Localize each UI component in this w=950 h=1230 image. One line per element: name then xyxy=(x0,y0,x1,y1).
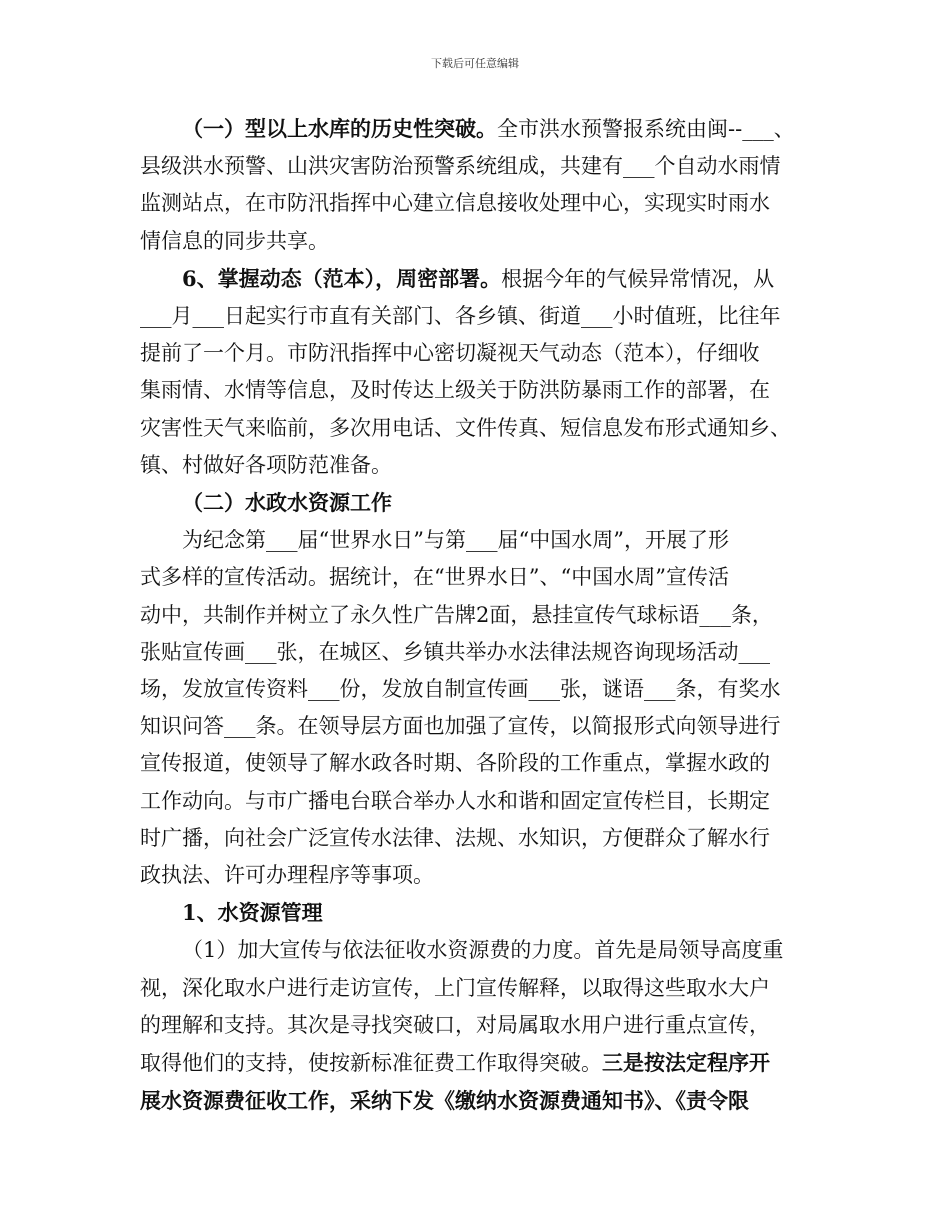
text-line xyxy=(140,634,825,671)
bold-text: （二）水政水资源工作 xyxy=(182,490,392,516)
text-line xyxy=(140,1044,825,1082)
text-line xyxy=(140,522,825,559)
bold-text: 展水资源费征收工作，采纳下发《缴纳水资源费通知书》、《责令限 xyxy=(140,1088,749,1114)
text-line xyxy=(140,447,825,484)
text-line xyxy=(140,1007,825,1044)
body-text: 根据今年的气候异常情况，从 xyxy=(501,266,775,291)
body-text: 取得他们的支持，使按新标准征费工作取得突破。 xyxy=(140,1051,602,1076)
body-text: 集雨情、水情等信息，及时传达上级关于防洪防暴雨工作的部署，在 xyxy=(140,378,770,403)
body-text: 全市洪水预警报系统由闽--___、 xyxy=(497,117,795,141)
document-body xyxy=(140,110,825,1120)
text-line xyxy=(140,559,825,596)
body-text: 动中，共制作并树立了永久性广告牌2面，悬挂宣传气球标语___条， xyxy=(140,602,773,627)
body-text: （1）加大宣传与依法征收水资源费的力度。首先是局领导高度重 xyxy=(182,938,784,963)
body-text: 的理解和支持。其次是寻找突破口，对局属取水用户进行重点宣传， xyxy=(140,1012,770,1037)
body-text: 式多样的宣传活动。据统计，在“世界水日”、“中国水周”宣传活 xyxy=(140,565,729,590)
body-text: 灾害性天气来临前，多次用电话、文件传真、短信息发布形式通知乡、 xyxy=(140,415,791,440)
body-text: 视，深化取水户进行走访宣传，上门宣传解释，以取得这些取水大户 xyxy=(140,975,770,1000)
body-text: 时广播，向社会广泛宣传水法律、法规、水知识，方便群众了解水行 xyxy=(140,825,770,850)
bold-text: 6、掌握动态（范本），周密部署。 xyxy=(182,265,502,291)
body-text: ___月___日起实行市直有关部门、各乡镇、街道___小时值班，比往年 xyxy=(140,304,781,329)
body-text: 工作动向。与市广播电台联合举办人水和谐和固定宣传栏目，长期定 xyxy=(140,788,770,813)
text-line xyxy=(140,185,825,222)
text-line xyxy=(140,857,825,894)
body-text: 县级洪水预警、山洪灾害防治预警系统组成，共建有___个自动水雨情 xyxy=(140,154,781,179)
body-text: 提前了一个月。市防汛指挥中心密切凝视天气动态（范本），仔细收 xyxy=(140,341,760,366)
body-text: 情信息的同步共享。 xyxy=(140,228,329,253)
bold-text: 1、水资源管理 xyxy=(182,900,323,926)
text-line xyxy=(140,671,825,708)
text-line xyxy=(140,410,825,447)
text-line xyxy=(140,223,825,260)
text-line xyxy=(140,820,825,857)
body-text: 场，发放宣传资料___份，发放自制宣传画___张，谜语___条，有奖水 xyxy=(140,677,781,702)
text-line xyxy=(140,110,825,148)
text-line xyxy=(140,745,825,782)
text-line xyxy=(140,932,825,969)
text-line xyxy=(140,708,825,745)
text-line xyxy=(140,148,825,185)
body-text: 知识问答___条。在领导层方面也加强了宣传，以简报形式向领导进行 xyxy=(140,714,781,739)
body-text: 张贴宣传画___张，在城区、乡镇共举办水法律法规咨询现场活动___ xyxy=(140,639,770,664)
body-text: 监测站点，在市防汛指挥中心建立信息接收处理中心，实现实时雨水 xyxy=(140,191,770,216)
text-line xyxy=(140,372,825,409)
text-line xyxy=(140,894,825,932)
text-line xyxy=(140,1082,825,1120)
body-text: 镇、村做好各项防范准备。 xyxy=(140,452,392,477)
body-text: 宣传报道，使领导了解水政各时期、各阶段的工作重点，掌握水政的 xyxy=(140,751,770,776)
body-text: 为纪念第___届“世界水日”与第___届“中国水周”，开展了形 xyxy=(182,528,729,553)
text-line xyxy=(140,970,825,1007)
body-text: 政执法、许可办理程序等事项。 xyxy=(140,863,434,888)
text-line xyxy=(140,484,825,522)
text-line xyxy=(140,260,825,298)
text-line xyxy=(140,783,825,820)
text-line xyxy=(140,335,825,372)
bold-text: （一）型以上水库的历史性突破。 xyxy=(182,116,497,141)
text-line xyxy=(140,298,825,335)
text-line xyxy=(140,597,825,634)
page-header: 下载后可任意编辑 xyxy=(431,57,519,70)
bold-text: 三是按法定程序开 xyxy=(602,1050,770,1076)
